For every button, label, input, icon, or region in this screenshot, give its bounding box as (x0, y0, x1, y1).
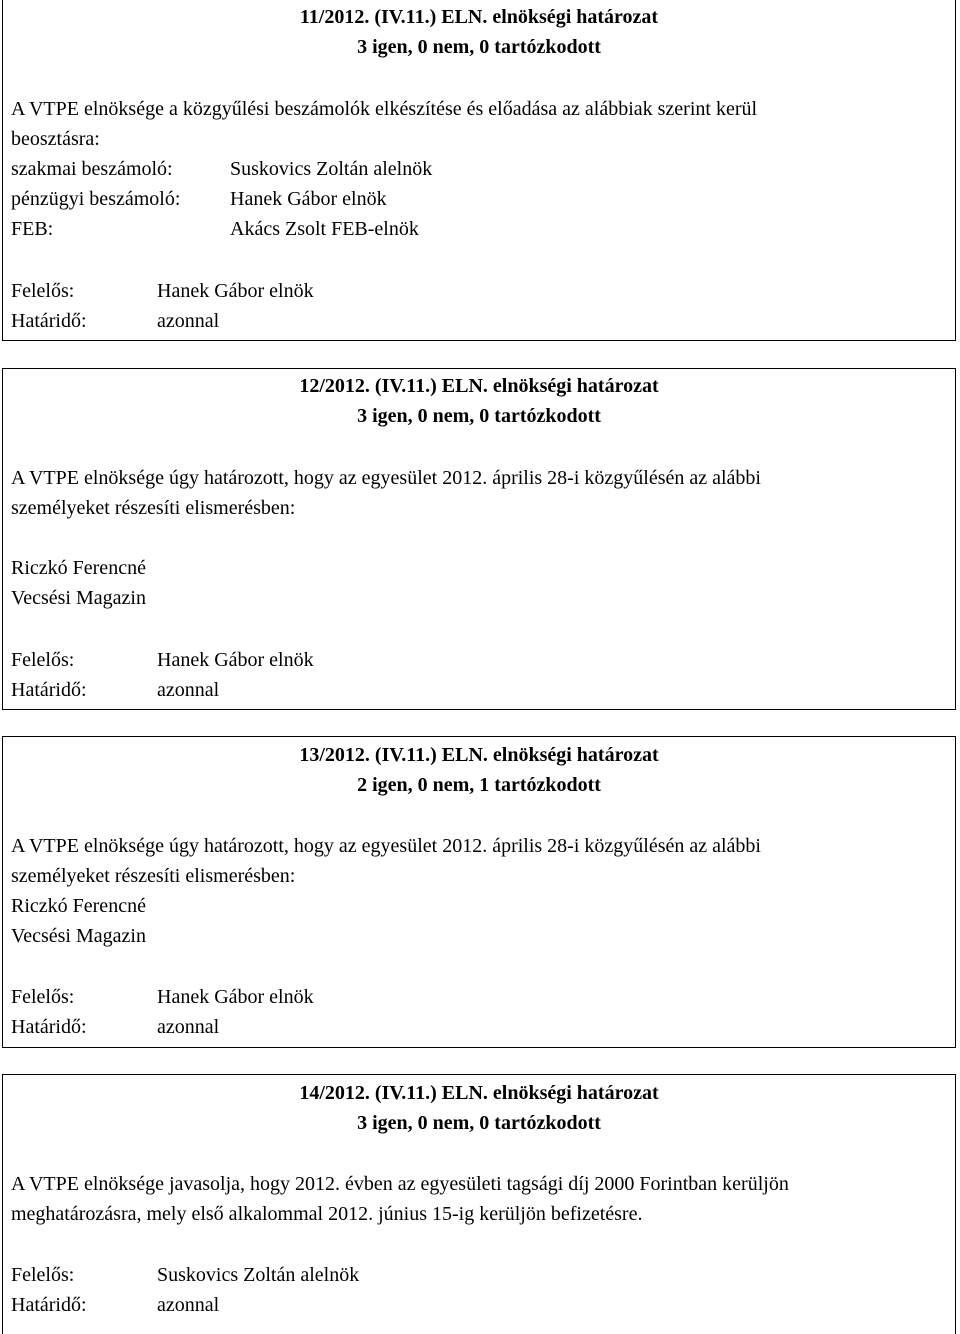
decision-title: 11/2012. (IV.11.) ELN. elnökségi határozat (299, 6, 659, 28)
decision-votes: 3 igen, 0 nem, 0 tartózkodott (357, 1112, 601, 1134)
deadline-value: azonnal (157, 310, 220, 332)
row-value: Akács Zsolt FEB-elnök (230, 218, 419, 240)
row-label: FEB: (11, 218, 54, 240)
responsible-label: Felelős: (11, 1264, 75, 1286)
responsible-value: Hanek Gábor elnök (157, 649, 314, 671)
deadline-label: Határidő: (11, 1016, 87, 1038)
decision-title: 13/2012. (IV.11.) ELN. elnökségi határozat (299, 744, 659, 766)
responsible-label: Felelős: (11, 649, 75, 671)
decision-text: A VTPE elnöksége javasolja, hogy 2012. évben az egyesületi tagsági díj 2000 Forintban kerüljön (11, 1173, 789, 1195)
deadline-label: Határidő: (11, 1294, 87, 1316)
decision-text: meghatározásra, mely első alkalommal 2012. június 15-ig kerüljön befizetésre. (11, 1203, 643, 1225)
decision-text: A VTPE elnöksége a közgyűlési beszámolók elkészítése és előadása az alábbiak szerint kerül (11, 98, 758, 120)
deadline-label: Határidő: (11, 679, 87, 701)
responsible-label: Felelős: (11, 280, 75, 302)
decision-title: 14/2012. (IV.11.) ELN. elnökségi határozat (299, 1082, 659, 1104)
decision-text: A VTPE elnöksége úgy határozott, hogy az egyesület 2012. április 28-i közgyűlésén az alábbi (11, 467, 761, 489)
awardee-name: Riczkó Ferencné (11, 557, 146, 579)
awardee-name: Riczkó Ferencné (11, 895, 146, 917)
deadline-value: azonnal (157, 1016, 220, 1038)
decision-votes: 2 igen, 0 nem, 1 tartózkodott (357, 774, 601, 796)
responsible-value: Suskovics Zoltán alelnök (157, 1264, 360, 1286)
row-value: Suskovics Zoltán alelnök (230, 158, 433, 180)
awardee-name: Vecsési Magazin (11, 587, 146, 609)
decision-text: A VTPE elnöksége úgy határozott, hogy az egyesület 2012. április 28-i közgyűlésén az alábbi (11, 835, 761, 857)
decision-votes: 3 igen, 0 nem, 0 tartózkodott (357, 405, 601, 427)
decision-12-box (2, 368, 956, 710)
decision-text: személyeket részesíti elismerésben: (11, 497, 296, 519)
responsible-value: Hanek Gábor elnök (157, 986, 314, 1008)
responsible-value: Hanek Gábor elnök (157, 280, 314, 302)
deadline-value: azonnal (157, 1294, 220, 1316)
row-label: szakmai beszámoló: (11, 158, 173, 180)
decision-title: 12/2012. (IV.11.) ELN. elnökségi határozat (299, 375, 659, 397)
row-value: Hanek Gábor elnök (230, 188, 387, 210)
deadline-label: Határidő: (11, 310, 87, 332)
decision-text: beosztásra: (11, 128, 100, 150)
decision-13-box (2, 736, 956, 1048)
decision-votes: 3 igen, 0 nem, 0 tartózkodott (357, 36, 601, 58)
decision-text: személyeket részesíti elismerésben: (11, 865, 296, 887)
responsible-label: Felelős: (11, 986, 75, 1008)
row-label: pénzügyi beszámoló: (11, 188, 181, 210)
decision-11-box (2, 0, 956, 341)
awardee-name: Vecsési Magazin (11, 925, 146, 947)
decision-14-box (2, 1074, 956, 1334)
deadline-value: azonnal (157, 679, 220, 701)
